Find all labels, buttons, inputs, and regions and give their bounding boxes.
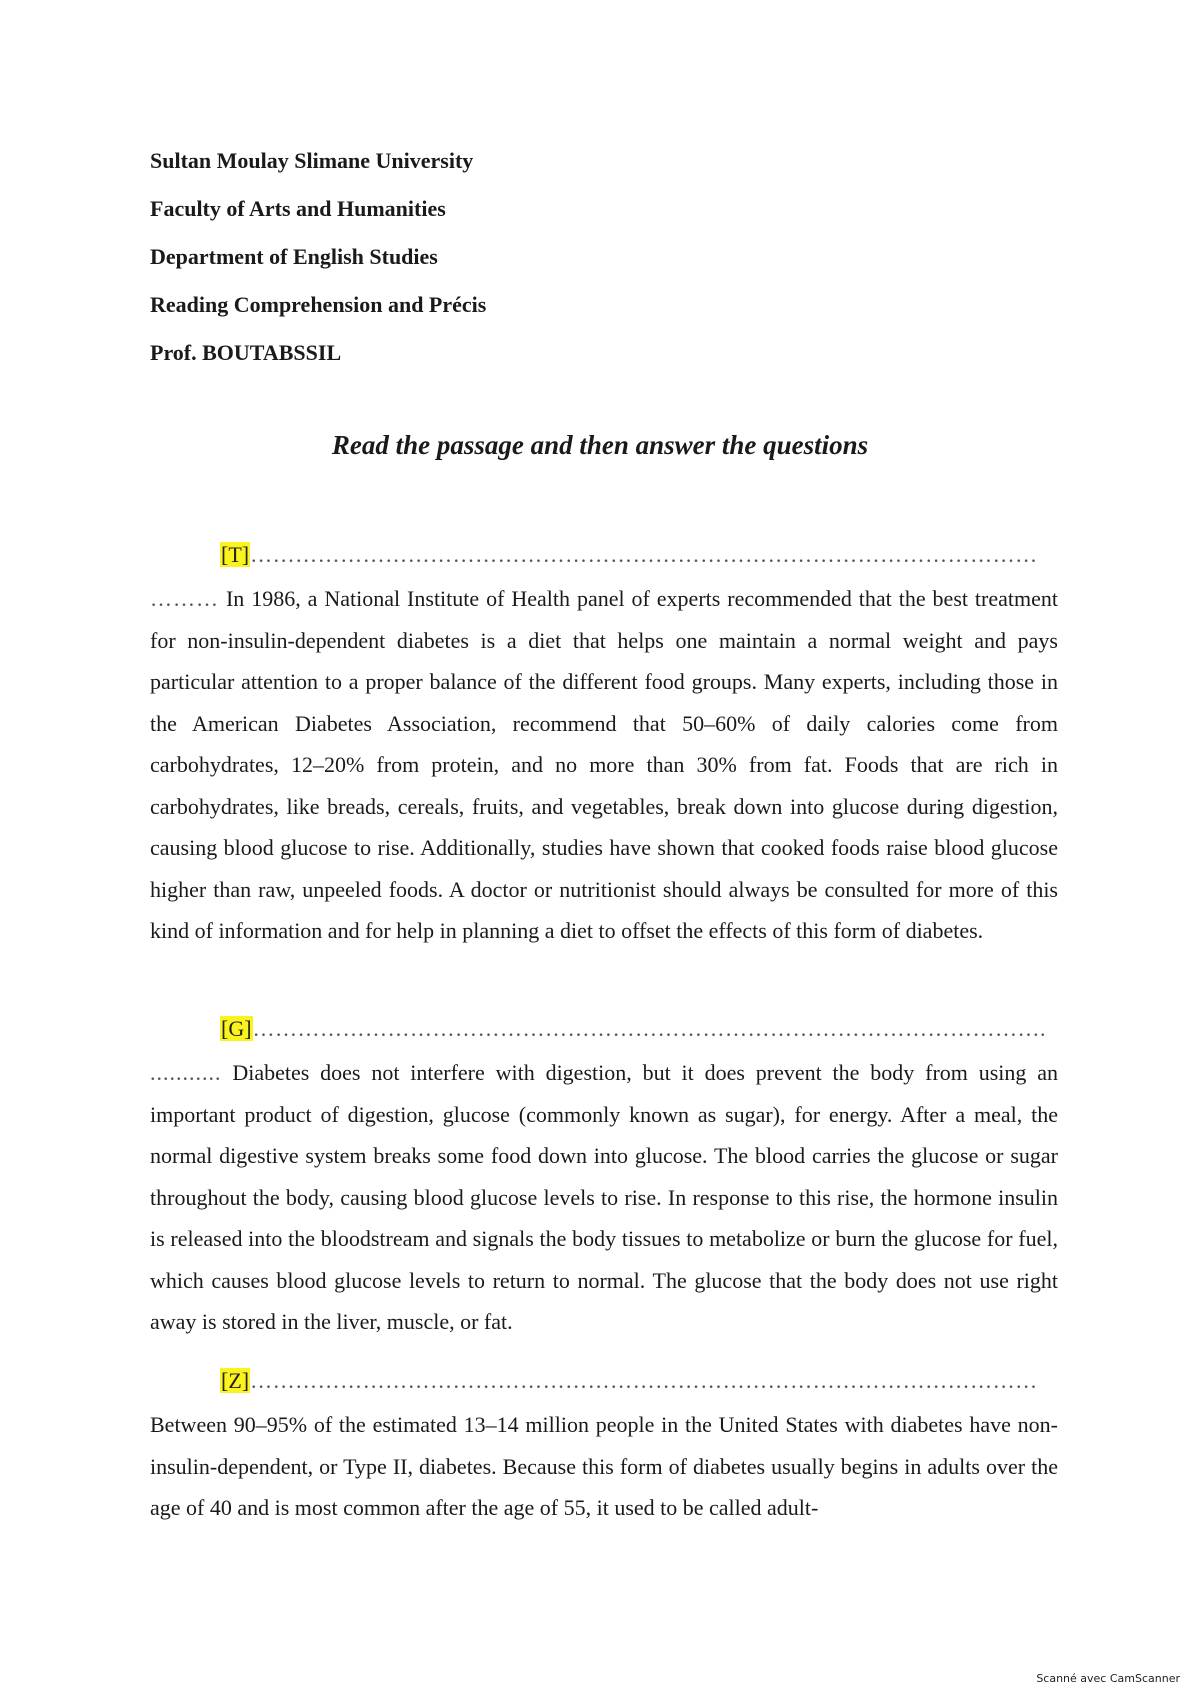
scanner-watermark: Scanné avec CamScanner [1036, 1672, 1180, 1685]
lead-dots: ……… [150, 586, 219, 611]
paragraph-text: Diabetes does not interfere with digestion, but it does prevent the body from using an important product of digestion, glucose (commonly known as sugar), for energy. After a meal, the normal digestive system breaks some food down into glucose. The blood carries the glucose or sugar throughout the body, causing blood glucose levels to rise. In response to this rise, the hormone insulin is released into the bloodstream and signals the body tissues to metabolize or burn the glucose for fuel, which causes blood glucose levels to return to normal. The glucose that the body does not use right away is stored in the liver, muscle, or fat. [150, 1060, 1059, 1334]
blank-dots: ……………………………………………………………………………………………. [252, 1016, 1047, 1041]
instruction-heading: Read the passage and then answer the questions [331, 430, 869, 460]
passage-paragraph [150, 578, 1058, 952]
passage-paragraph [150, 1404, 1058, 1529]
title-blank-line [150, 1364, 1058, 1398]
paragraph-text: Between 90–95% of the estimated 13–14 million people in the United States with diabetes have non-insulin-dependent, or Type II, diabetes. Because this form of diabetes usually begins in adults over the age of 40 and is most common after the age of 55, it used to be called adult- [150, 1412, 1058, 1520]
professor-name: Prof. BOUTABSSIL [150, 340, 342, 365]
university-name: Sultan Moulay Slimane University [150, 148, 474, 173]
department-name: Department of English Studies [150, 244, 438, 269]
blank-dots: …………………………………………………………………………………………… [250, 1368, 1038, 1393]
lead-dots: ........... [150, 1060, 222, 1085]
blank-dots: …………………………………………………………………………………………… [250, 542, 1038, 567]
title-blank-line [150, 538, 1058, 572]
section-marker: [G] [221, 1016, 252, 1041]
course-name: Reading Comprehension and Précis [150, 292, 487, 317]
document-header [150, 137, 850, 377]
paragraph-text: In 1986, a National Institute of Health panel of experts recommended that the best treatment for non-insulin-dependent diabetes is a diet that helps one maintain a normal weight and pays particular attention to a proper balance of the different food groups. Many experts, including those in the American Diabetes Association, recommend that 50–60% of daily calories come from carbohydrates, 12–20% from protein, and no more than 30% from fat. Foods that are rich in carbohydrates, like breads, cereals, fruits, and vegetables, break down into glucose during digestion, causing blood glucose to rise. Additionally, studies have shown that cooked foods raise blood glucose higher than raw, unpeeled foods. A doctor or nutritionist should always be consulted for more of this kind of information and for help in planning a diet to offset the effects of this form of diabetes. [150, 586, 1059, 943]
section-marker: [T] [221, 542, 250, 567]
title-blank-line [150, 1012, 1058, 1046]
passage-section-z [150, 1364, 1058, 1529]
passage-paragraph [150, 1052, 1058, 1343]
faculty-name: Faculty of Arts and Humanities [150, 196, 446, 221]
section-marker: [Z] [221, 1368, 250, 1393]
passage-section-t [150, 538, 1058, 952]
passage-section-g [150, 1012, 1058, 1343]
